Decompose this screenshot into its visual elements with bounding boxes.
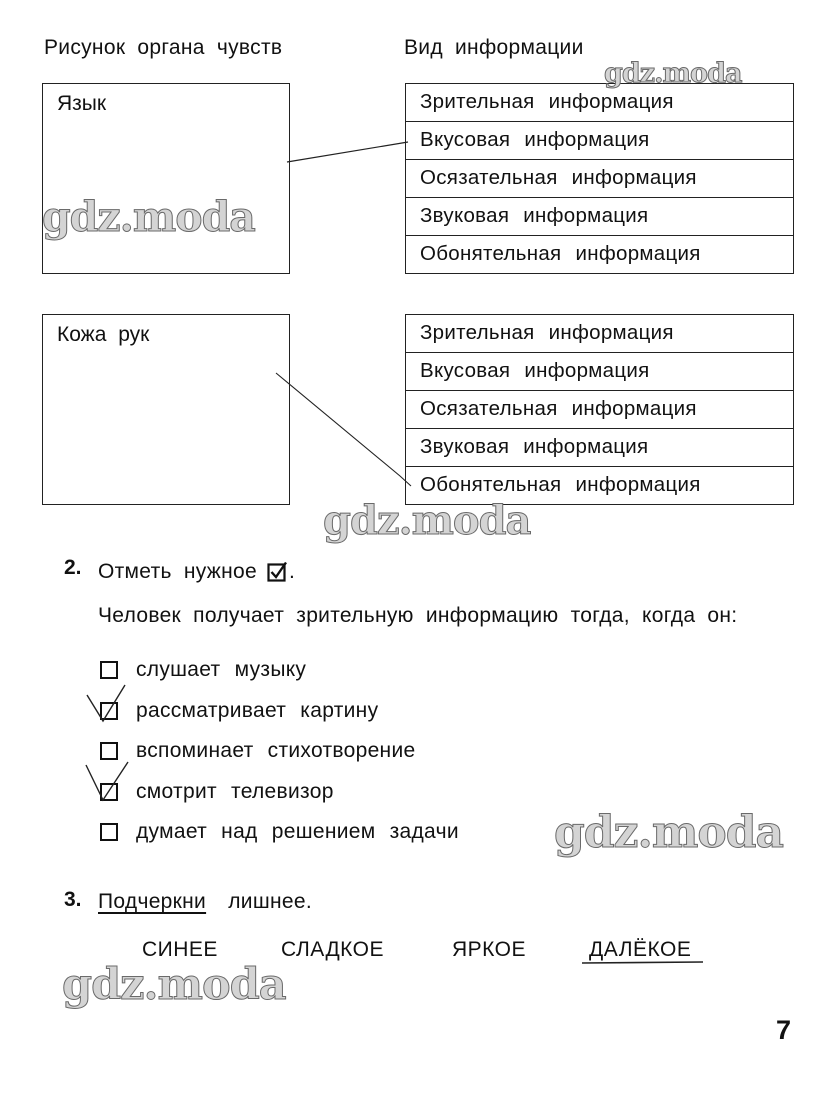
page-number: 7: [776, 1015, 792, 1045]
pen-check-mark-icon: [86, 762, 128, 800]
info-option[interactable]: Обонятельная информация: [420, 473, 701, 496]
watermark-logo: gdz.moda: [42, 193, 255, 241]
check-option-label: смотрит телевизор: [136, 780, 334, 803]
watermark-logo: gdz.moda: [62, 960, 286, 1010]
task-3-underlined-word: Подчеркни: [98, 890, 207, 913]
word-option[interactable]: СЛАДКОЕ: [281, 938, 385, 961]
check-option-label: думает над решением задачи: [136, 820, 459, 843]
watermark-logo: gdz.moda: [323, 497, 531, 544]
connection-line-skin: [276, 373, 411, 486]
task-3-number: 3.: [64, 888, 82, 911]
pen-underline: [582, 962, 703, 963]
watermark-logo: gdz.moda: [604, 58, 742, 89]
task-3-instruction-rest: лишнее.: [228, 890, 312, 913]
task-2-instruction-text: Отметь нужное: [98, 560, 258, 583]
info-option[interactable]: Зрительная информация: [406, 84, 793, 122]
info-option[interactable]: Осязательная информация: [406, 391, 793, 429]
task-2-number: 2.: [64, 556, 82, 579]
info-option[interactable]: Обонятельная информация: [420, 242, 701, 265]
info-option[interactable]: Вкусовая информация: [406, 353, 793, 391]
word-option-underlined[interactable]: ДАЛЁКОЕ: [589, 938, 692, 961]
task-2-instruction-end: .: [289, 560, 296, 583]
info-option[interactable]: Вкусовая информация: [406, 122, 793, 160]
info-option[interactable]: Звуковая информация: [406, 198, 793, 236]
connection-line-tongue: [287, 142, 408, 162]
organ-label: Кожа рук: [57, 323, 150, 346]
organ-column-header: Рисунок органа чувств: [44, 36, 283, 59]
check-option-label: слушает музыку: [136, 658, 307, 681]
pen-check-mark-icon: [87, 685, 125, 721]
info-option[interactable]: Звуковая информация: [406, 429, 793, 467]
word-option[interactable]: ЯРКОЕ: [452, 938, 527, 961]
watermark-logo: gdz.moda: [554, 807, 784, 858]
word-option[interactable]: СИНЕЕ: [142, 938, 218, 961]
info-column-header: Вид информации: [404, 36, 584, 59]
info-option[interactable]: Зрительная информация: [406, 315, 793, 353]
check-option-label: рассматривает картину: [136, 699, 379, 722]
task-2-question: Человек получает зрительную информацию тогда, когда он:: [98, 604, 738, 627]
info-option[interactable]: Осязательная информация: [406, 160, 793, 198]
check-option-label: вспоминает стихотворение: [136, 739, 416, 762]
organ-label: Язык: [57, 92, 107, 115]
